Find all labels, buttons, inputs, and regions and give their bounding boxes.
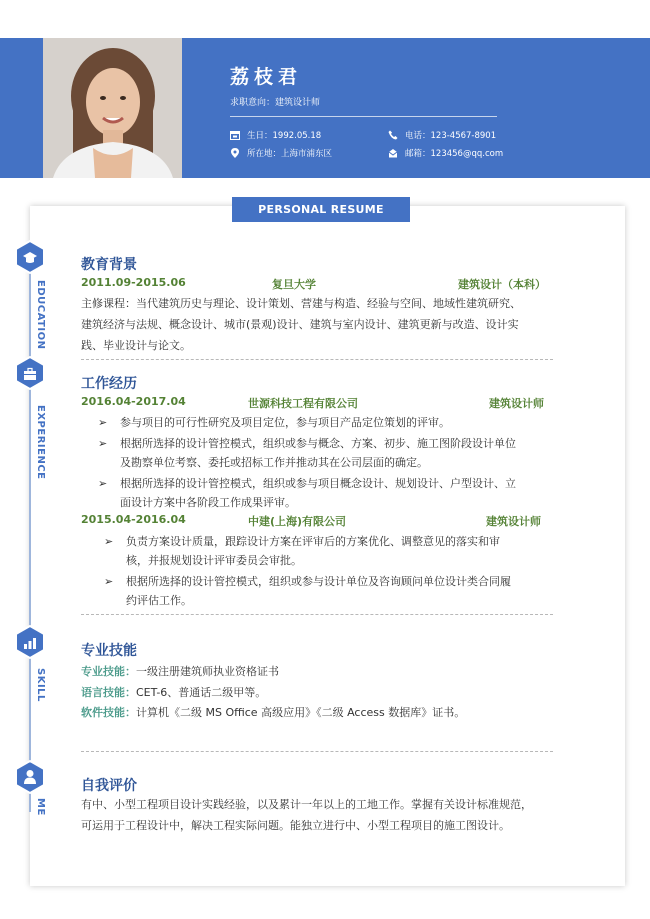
candidate-name: 荔枝君 bbox=[230, 66, 303, 88]
address-info bbox=[230, 147, 332, 159]
profile-photo bbox=[43, 38, 182, 178]
education-period: 2011.09-2015.06 bbox=[81, 276, 186, 289]
phone-text: 电话：123-4567-8901 bbox=[405, 131, 497, 141]
phone-icon bbox=[388, 130, 398, 140]
skill-title: 专业技能 bbox=[81, 643, 137, 659]
self-title: 自我评价 bbox=[81, 778, 137, 794]
email-info bbox=[388, 147, 503, 159]
personal-resume-banner: PERSONAL RESUME bbox=[232, 197, 410, 222]
education-major: 建筑设计（本科） bbox=[458, 278, 546, 291]
job1-bullet3: ➢ 根据所选择的设计管控模式，组织或参与项目概念设计、规划设计、户型设计、立 bbox=[98, 477, 516, 490]
mail-icon bbox=[388, 148, 398, 158]
job2-bullet1-cont: 核，并报规划设计评审委员会审批。 bbox=[126, 554, 302, 567]
job1-company: 世源科技工程有限公司 bbox=[248, 397, 358, 410]
job1-bullet1: ➢ 参与项目的可行性研究及项目定位，参与项目产品定位策划的评审。 bbox=[98, 416, 450, 429]
briefcase-icon bbox=[23, 366, 37, 385]
experience-divider bbox=[81, 614, 553, 615]
education-title: 教育背景 bbox=[81, 257, 137, 273]
skill-software: 软件技能：计算机《二级 MS Office 高级应用》《二级 Access 数据库》证书。 bbox=[81, 706, 466, 719]
skill-hex bbox=[15, 625, 45, 659]
job2-bullet2-cont: 约评估工作。 bbox=[126, 594, 192, 607]
self-line1: 有中、小型工程项目设计实践经验，以及累计一年以上的工地工作。掌握有关设计标准规范， bbox=[81, 798, 532, 811]
email-text: 邮箱：123456@qq.com bbox=[405, 149, 504, 159]
birthday-text: 生日：1992.05.18 bbox=[247, 131, 322, 141]
chart-icon bbox=[23, 635, 37, 654]
education-school: 复旦大学 bbox=[272, 278, 316, 291]
skill-lang: 语言技能：CET-6、普通话二级甲等。 bbox=[81, 686, 267, 699]
job2-role: 建筑设计师 bbox=[486, 515, 541, 528]
location-icon bbox=[230, 148, 240, 158]
education-hex bbox=[15, 240, 45, 274]
education-divider bbox=[81, 359, 553, 360]
calendar-icon bbox=[230, 130, 240, 140]
experience-title: 工作经历 bbox=[81, 376, 137, 392]
education-courses-line2: 建筑经济与法规、概念设计、城市(景观)设计、建筑与室内设计、建筑更新与改造、设计实 bbox=[81, 318, 519, 331]
phone-info bbox=[388, 129, 496, 141]
job1-bullet2: ➢ 根据所选择的设计管控模式，组织或参与概念、方案、初步、施工图阶段设计单位 bbox=[98, 437, 516, 450]
job1-period: 2016.04-2017.04 bbox=[81, 395, 186, 408]
education-courses-line3: 践、毕业设计与论文。 bbox=[81, 339, 191, 352]
header-divider bbox=[230, 116, 497, 117]
experience-hex bbox=[15, 356, 45, 390]
job-intent: 求职意向：建筑设计师 bbox=[230, 98, 321, 108]
skill-vertical-label: SKILL bbox=[35, 668, 46, 702]
me-vertical-label: ME bbox=[35, 798, 46, 816]
job1-bullet2-cont: 及勘察单位考察、委托或招标工作并推动其在公司层面的确定。 bbox=[120, 456, 428, 469]
job2-period: 2015.04-2016.04 bbox=[81, 513, 186, 526]
birthday-info bbox=[230, 129, 321, 141]
education-courses-line1: 主修课程：当代建筑历史与理论、设计策划、营建与构造、经验与空间、地域性建筑研究、 bbox=[81, 297, 521, 310]
skill-pro: 专业技能：一级注册建筑师执业资格证书 bbox=[81, 665, 279, 678]
job1-role: 建筑设计师 bbox=[489, 397, 544, 410]
graduation-cap-icon bbox=[22, 250, 38, 269]
timeline-line bbox=[29, 252, 31, 812]
education-vertical-label: EDUCATION bbox=[35, 280, 46, 350]
skill-divider bbox=[81, 751, 553, 752]
job2-company: 中建(上海)有限公司 bbox=[248, 515, 347, 528]
job2-bullet2: ➢ 根据所选择的设计管控模式，组织或参与设计单位及咨询顾问单位设计类合同履 bbox=[104, 575, 511, 588]
person-icon bbox=[23, 769, 37, 789]
job2-bullet1: ➢ 负责方案设计质量，跟踪设计方案在评审后的方案优化、调整意见的落实和审 bbox=[104, 535, 500, 548]
experience-vertical-label: EXPERIENCE bbox=[35, 405, 46, 480]
self-line2: 可运用于工程设计中，解决工程实际问题。能独立进行中、小型工程项目的施工图设计。 bbox=[81, 819, 510, 832]
me-hex bbox=[15, 760, 45, 794]
job1-bullet3-cont: 面设计方案中各阶段工作成果评审。 bbox=[120, 496, 296, 509]
address-text: 所在地：上海市浦东区 bbox=[247, 149, 333, 159]
